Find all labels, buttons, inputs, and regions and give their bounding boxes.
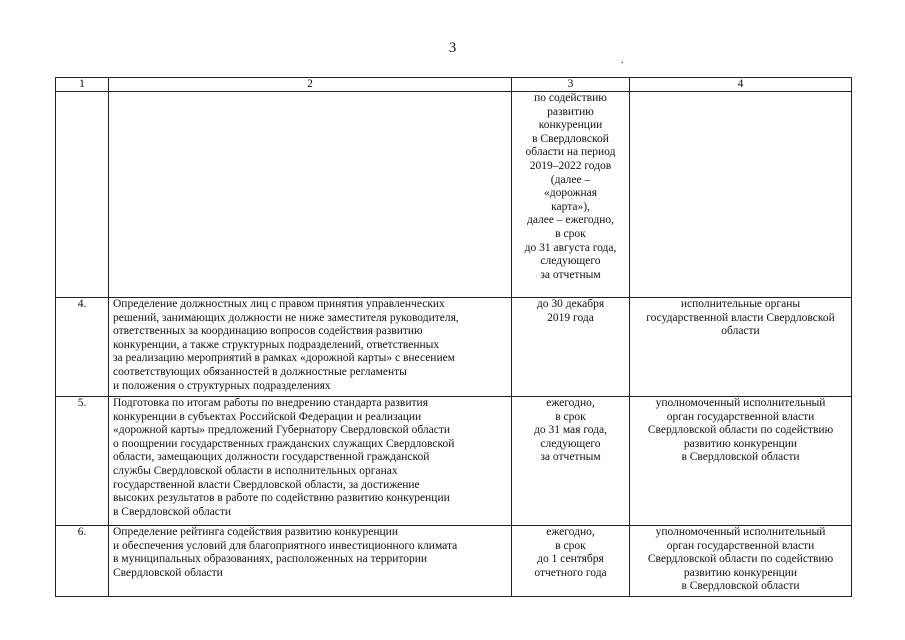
deadline-line: следующего: [540, 255, 601, 268]
table-row: [56, 298, 852, 397]
measure-description-line: и обеспечения условий для благоприятного инвестиционного климата: [113, 539, 458, 552]
deadline-line: области на период: [525, 146, 616, 159]
deadline-line: «дорожная: [543, 187, 598, 200]
deadline-line: ежегодно,: [546, 397, 595, 409]
column-header: 3: [512, 78, 630, 92]
responsible-executor-line: Свердловской области по содействию: [647, 424, 834, 437]
deadline-line: в срок: [555, 410, 586, 423]
responsible-executor-cell: [630, 397, 852, 526]
measure-description-line: «дорожной карты» предложений Губернатору Свердловской области: [113, 424, 451, 437]
measure-description-line: государственной власти Свердловской области, за достижение: [113, 478, 420, 491]
deadline-cell: [512, 526, 630, 597]
column-header: 1: [56, 78, 109, 92]
measure-description-line: соответствующих обязанностей в должностные регламенты: [113, 365, 407, 378]
table-body: [56, 92, 852, 597]
responsible-executor-line: области: [721, 325, 760, 338]
deadline-line: 2019 года: [547, 311, 594, 324]
deadline-line: в Свердловской: [532, 132, 609, 145]
table-row: [56, 526, 852, 597]
page-number: 3: [448, 40, 457, 56]
responsible-executor-line: в Свердловской области: [681, 580, 800, 593]
measure-description-line: решений, занимающих должности не ниже заместителя руководителя,: [113, 311, 459, 324]
deadline-line: за отчетным: [540, 268, 601, 281]
measure-description-line: в муниципальных образованиях, расположенных на территории: [113, 553, 428, 566]
measure-description-line: Определение рейтинга содействия развитию конкуренции: [113, 526, 398, 538]
responsible-executor-line: в Свердловской области: [681, 451, 800, 464]
responsible-executor-cell: [630, 526, 852, 597]
responsible-executor-line: развитию конкуренции: [683, 437, 798, 450]
measure-description-cell: [109, 298, 512, 397]
responsible-executor-line: орган государственной власти: [666, 539, 815, 552]
deadline-line: до 31 августа года,: [524, 241, 617, 254]
deadline-line: отчетного года: [534, 566, 607, 579]
deadline-line: следующего: [540, 437, 601, 450]
deadline-line: до 30 декабря: [536, 298, 605, 310]
responsible-executor-line: развитию конкуренции: [683, 566, 798, 579]
deadline-line: ежегодно,: [546, 526, 595, 538]
deadline-line: карта»),: [551, 200, 590, 213]
column-header: 2: [109, 78, 512, 92]
deadline-line: далее – ежегодно,: [527, 214, 614, 227]
measure-description-line: области, замещающих должности государственной гражданской: [113, 451, 430, 464]
measure-description-line: и положения о структурных подразделениях: [113, 379, 331, 392]
deadline-line: по содействию: [534, 92, 607, 104]
header-row: [56, 78, 852, 92]
responsible-executor-line: исполнительные органы: [680, 298, 801, 310]
measure-description-line: Свердловской области: [113, 566, 223, 579]
deadline-line: в срок: [555, 227, 586, 240]
measure-description-line: о поощрении государственных гражданских служащих Свердловской: [113, 437, 455, 450]
row-number: 6.: [56, 526, 109, 597]
responsible-executor-line: Свердловской области по содействию: [647, 553, 834, 566]
measure-description-line: конкуренции, а также структурных подразделений, ответственных: [113, 338, 440, 351]
measure-description-line: Подготовка по итогам работы по внедрению стандарта развития: [113, 397, 428, 409]
table-row: [56, 397, 852, 526]
deadline-line: за отчетным: [540, 451, 601, 464]
deadline-line: развитию: [547, 105, 594, 118]
responsible-executor-line: уполномоченный исполнительный: [655, 397, 826, 409]
table-header: [56, 78, 852, 92]
deadline-line: до 1 сентября: [537, 553, 604, 566]
responsible-executor-line: орган государственной власти: [666, 410, 815, 423]
measure-description-line: в Свердловской области: [113, 505, 232, 518]
measure-description-cell: [109, 397, 512, 526]
measure-description-cell: [109, 526, 512, 597]
deadline-cell: [512, 298, 630, 397]
deadline-line: конкуренции: [538, 119, 603, 132]
measure-description-line: ответственных за координацию вопросов содействия развитию: [113, 325, 423, 338]
deadline-line: до 31 мая года,: [534, 424, 607, 437]
row-number: [56, 92, 109, 298]
deadline-line: в срок: [555, 539, 586, 552]
page-mark: .: [621, 55, 624, 66]
row-number: 4.: [56, 298, 109, 397]
measure-description-cell: [109, 92, 512, 298]
measures-table: [55, 77, 852, 597]
responsible-executor-line: уполномоченный исполнительный: [655, 526, 826, 538]
column-header: 4: [630, 78, 852, 92]
measure-description-line: за реализацию мероприятий в рамках «дорожной карты» с внесением: [113, 352, 455, 365]
table-row: [56, 92, 852, 298]
deadline-line: (далее –: [550, 173, 591, 186]
deadline-cell: [512, 92, 630, 298]
row-number: 5.: [56, 397, 109, 526]
measure-description-line: конкуренции в субъектах Российской Федерации и реализации: [113, 410, 422, 423]
measure-description-line: службы Свердловской области в исполнительных органах: [113, 464, 398, 477]
responsible-executor-cell: [630, 298, 852, 397]
deadline-line: 2019–2022 годов: [529, 159, 612, 172]
responsible-executor-cell: [630, 92, 852, 298]
measure-description-line: Определение должностных лиц с правом принятия управленческих: [113, 298, 445, 310]
deadline-cell: [512, 397, 630, 526]
measure-description-line: высоких результатов в работе по содействию развитию конкуренции: [113, 492, 450, 505]
responsible-executor-line: государственной власти Свердловской: [646, 311, 835, 324]
